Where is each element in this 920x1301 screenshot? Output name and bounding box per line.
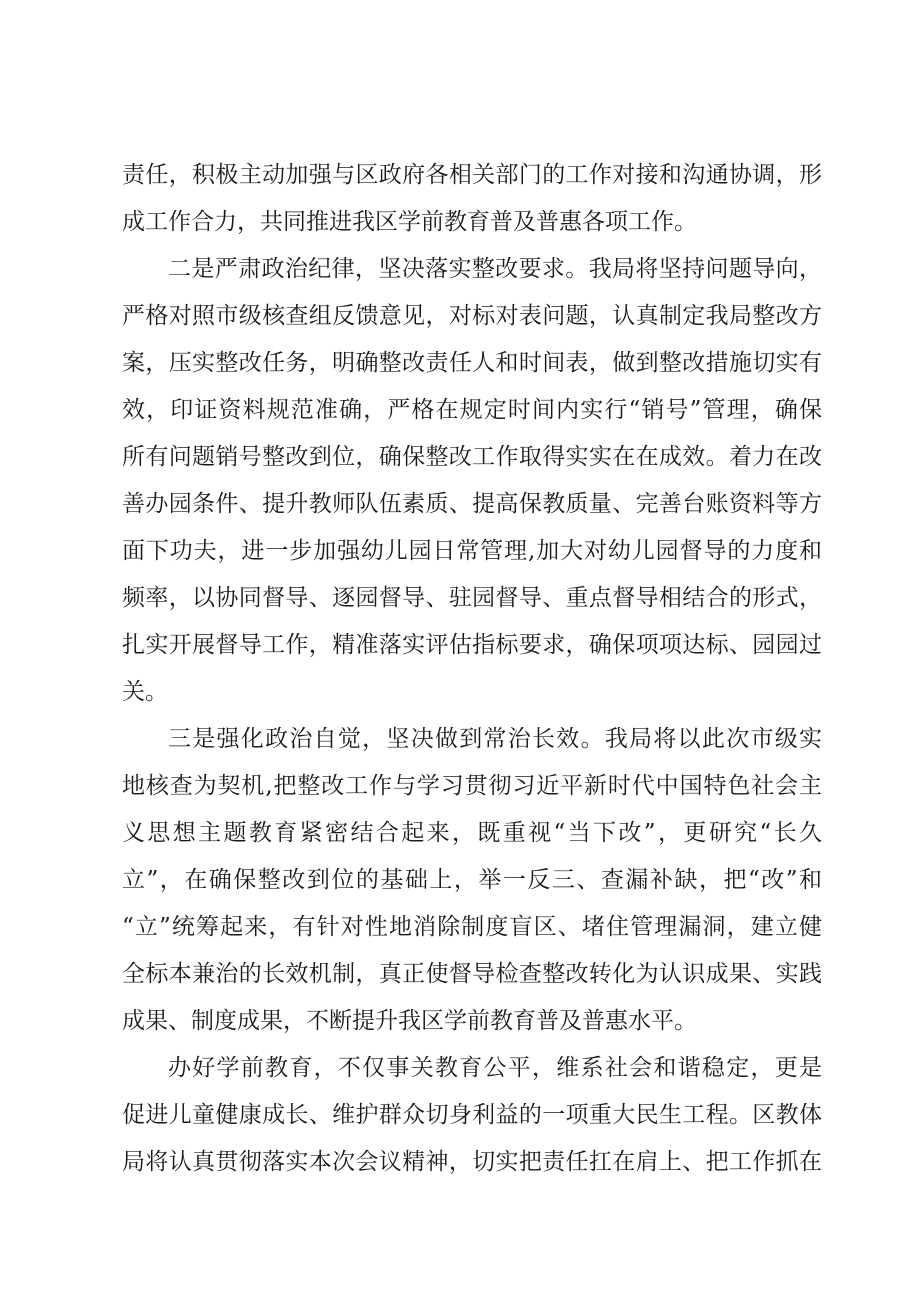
paragraph-2-line-2: 严格对照市级核查组反馈意见，对标对表问题，认真制定我局整改方 bbox=[122, 303, 822, 329]
paragraph-2-line-6: 善办园条件、提升教师队伍素质、提高保教质量、完善台账资料等方 bbox=[122, 491, 822, 517]
paragraph-3-line-2: 地核查为契机,把整改工作与学习贯彻习近平新时代中国特色社会主 bbox=[122, 773, 822, 799]
paragraph-2-line-10: 关。 bbox=[122, 679, 168, 705]
paragraph-2-line-7: 面下功夫，进一步加强幼儿园日常管理,加大对幼儿园督导的力度和 bbox=[122, 538, 822, 564]
paragraph-2-line-5: 所有问题销号整改到位，确保整改工作取得实实在在成效。着力在改 bbox=[122, 444, 822, 470]
paragraph-1-line-1: 责任，积极主动加强与区政府各相关部门的工作对接和沟通协调，形 bbox=[122, 162, 822, 188]
paragraph-2-line-3: 案，压实整改任务，明确整改责任人和时间表，做到整改措施切实有 bbox=[122, 350, 822, 376]
paragraph-1-line-2: 成工作合力，共同推进我区学前教育普及普惠各项工作。 bbox=[122, 209, 697, 235]
paragraph-2-line-1: 二是严肃政治纪律，坚决落实整改要求。我局将坚持问题导向， bbox=[168, 256, 822, 282]
paragraph-3-line-6: 全标本兼治的长效机制，真正使督导检查整改转化为认识成果、实践 bbox=[122, 961, 822, 987]
paragraph-4-line-2: 促进儿童健康成长、维护群众切身利益的一项重大民生工程。区教体 bbox=[122, 1102, 822, 1128]
body-text bbox=[122, 152, 822, 1186]
paragraph-3-line-3: 义思想主题教育紧密结合起来，既重视“当下改”，更研究“长久 bbox=[122, 820, 822, 846]
paragraph-4-line-3: 局将认真贯彻落实本次会议精神，切实把责任扛在肩上、把工作抓在 bbox=[122, 1149, 822, 1175]
paragraph-3-line-5: “立”统筹起来，有针对性地消除制度盲区、堵住管理漏洞，建立健 bbox=[122, 914, 822, 940]
paragraph-2-line-8: 频率，以协同督导、逐园督导、驻园督导、重点督导相结合的形式， bbox=[122, 585, 822, 611]
paragraph-2-line-9: 扎实开展督导工作，精准落实评估指标要求，确保项项达标、园园过 bbox=[122, 632, 822, 658]
paragraph-3-line-7: 成果、制度成果，不断提升我区学前教育普及普惠水平。 bbox=[122, 1008, 697, 1034]
paragraph-3-line-4: 立”，在确保整改到位的基础上，举一反三、查漏补缺，把“改”和 bbox=[122, 867, 822, 893]
paragraph-3-line-1: 三是强化政治自觉，坚决做到常治长效。我局将以此次市级实 bbox=[168, 726, 822, 752]
paragraph-4-line-1: 办好学前教育，不仅事关教育公平，维系社会和谐稳定，更是 bbox=[168, 1055, 822, 1081]
paragraph-2-line-4: 效，印证资料规范准确，严格在规定时间内实行“销号”管理，确保 bbox=[122, 397, 822, 423]
